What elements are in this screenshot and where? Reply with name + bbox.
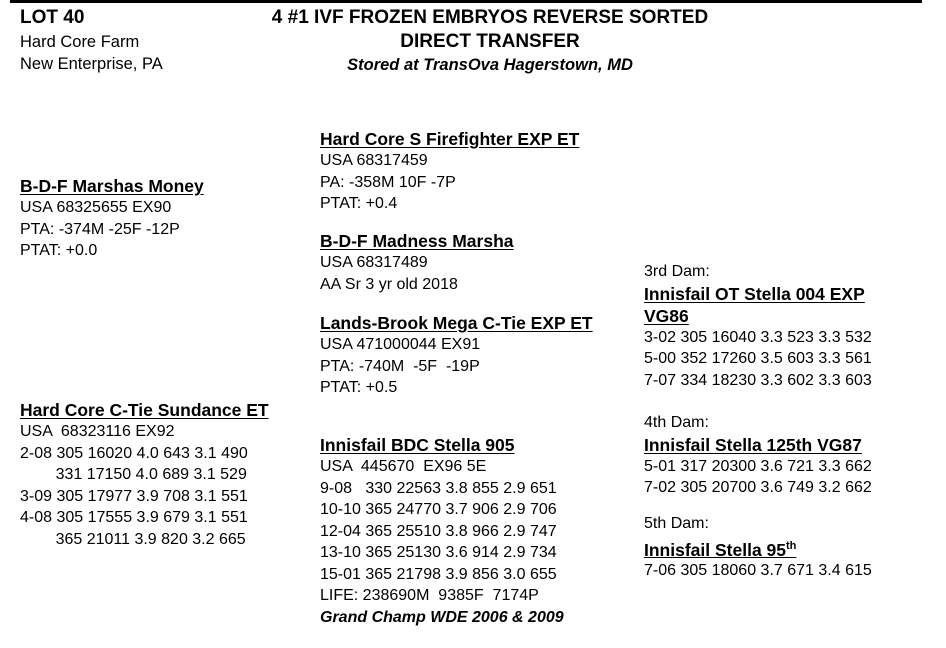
dam-record: 2-08 305 16020 4.0 643 3.1 490 (20, 444, 248, 462)
third-dam-record: 7-07 334 18230 3.3 602 3.3 603 (644, 371, 872, 389)
fourth-dam-record: 5-01 317 20300 3.6 721 3.3 662 (644, 457, 872, 475)
dam-record: 365 21011 3.9 820 3.2 665 (20, 530, 246, 548)
fifth-dam-block (644, 513, 924, 582)
lot-number: LOT 40 (20, 7, 85, 28)
farm-location: New Enterprise, PA (20, 55, 163, 73)
top-rule (10, 0, 922, 3)
third-dam-record: 3-02 305 16040 3.3 523 3.3 532 (644, 328, 872, 346)
sires-sire-name: Hard Core S Firefighter EXP ET (320, 129, 580, 149)
dams-sire-pta: PTA: -740M -5F -19P (320, 357, 480, 375)
sires-sire-registration: USA 68317459 (320, 152, 428, 169)
sires-sire-pa: PA: -358M 10F -7P (320, 173, 456, 191)
third-dam-record: 5-00 352 17260 3.5 603 3.3 561 (644, 350, 872, 367)
sire-pta: PTA: -374M -25F -12P (20, 220, 180, 238)
sires-dam-name: B-D-F Madness Marsha (320, 231, 514, 251)
dams-dam-record: 10-10 365 24770 3.7 906 2.9 706 (320, 501, 557, 518)
dams-dam-record: 9-08 330 22563 3.8 855 2.9 651 (320, 479, 557, 497)
farm-name: Hard Core Farm (20, 33, 140, 51)
fourth-dam-label: 4th Dam: (644, 414, 709, 431)
dams-dam-record: 15-01 365 21798 3.9 856 3.0 655 (320, 565, 557, 583)
lot-subtitle: DIRECT TRANSFER (400, 31, 580, 52)
dams-dam-block (320, 434, 630, 628)
fifth-dam-name-suffix: th (786, 539, 797, 552)
dams-dam-award: Grand Champ WDE 2006 & 2009 (320, 608, 564, 626)
sire-block (20, 175, 310, 262)
sires-sire-ptat: PTAT: +0.4 (320, 195, 398, 212)
fifth-dam-name (644, 535, 924, 561)
lot-title: 4 #1 IVF FROZEN EMBRYOS REVERSE SORTED (271, 7, 709, 28)
third-dam-block (644, 261, 914, 391)
dam-record: 331 17150 4.0 689 3.1 529 (20, 466, 247, 483)
fifth-dam-label: 5th Dam: (644, 515, 709, 532)
dams-sire-name: Lands-Brook Mega C-Tie EXP ET (320, 313, 593, 333)
dams-sire-registration: USA 471000044 EX91 (320, 336, 481, 353)
dams-dam-record: 13-10 365 25130 3.6 914 2.9 734 (320, 544, 557, 561)
fifth-dam-name-main: Innisfail Stella 95 (644, 539, 786, 560)
sire-registration: USA 68325655 EX90 (20, 199, 172, 216)
sire-ptat: PTAT: +0.0 (20, 242, 98, 259)
third-dam-label: 3rd Dam: (644, 263, 710, 280)
fourth-dam-name: Innisfail Stella 125th VG87 (644, 434, 862, 455)
dams-dam-lifetime: LIFE: 238690M 9385F 7174P (320, 587, 539, 604)
dams-dam-registration: USA 445670 EX96 5E (320, 458, 487, 475)
header-left (20, 6, 163, 75)
dams-sire-ptat: PTAT: +0.5 (320, 379, 398, 396)
fourth-dam-block (644, 412, 924, 499)
fifth-dam-record: 7-06 305 18060 3.7 671 3.4 615 (644, 562, 872, 580)
sires-dam-note: AA Sr 3 yr old 2018 (320, 275, 458, 293)
header-center (200, 6, 780, 76)
dam-record: 3-09 305 17977 3.9 708 3.1 551 (20, 487, 248, 505)
fourth-dam-record: 7-02 305 20700 3.6 749 3.2 662 (644, 479, 872, 496)
sire-name: B-D-F Marshas Money (20, 176, 204, 196)
dams-dam-record: 12-04 365 25510 3.8 966 2.9 747 (320, 522, 557, 540)
third-dam-name: Innisfail OT Stella 004 EXP VG86 (644, 283, 865, 326)
sires-dam-block (320, 230, 625, 295)
sires-sire-block (320, 128, 625, 215)
dam-registration: USA 68323116 EX92 (20, 423, 175, 440)
dams-sire-block (320, 312, 620, 399)
dam-record: 4-08 305 17555 3.9 679 3.1 551 (20, 509, 248, 526)
sires-dam-registration: USA 68317489 (320, 254, 428, 271)
dams-dam-name: Innisfail BDC Stella 905 (320, 435, 515, 455)
dam-name: Hard Core C-Tie Sundance ET (20, 400, 269, 420)
storage-note: Stored at TransOva Hagerstown, MD (347, 56, 633, 74)
dam-block (20, 399, 315, 550)
